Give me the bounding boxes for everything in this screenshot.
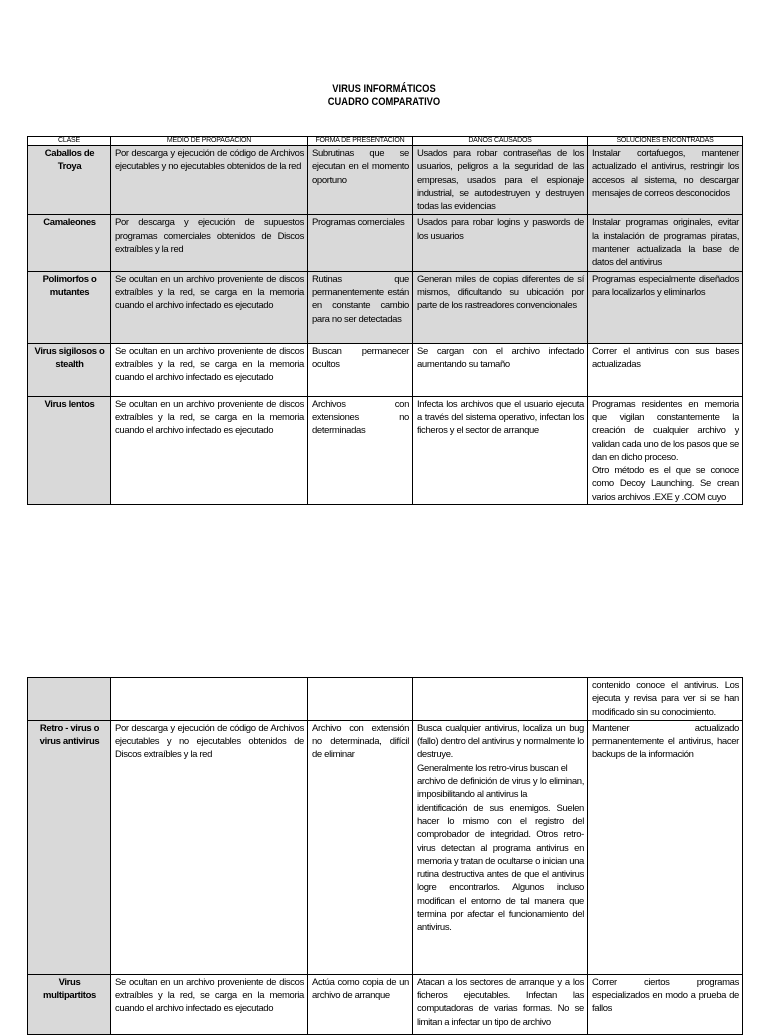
cell-medio: Por descarga y ejecución de código de Archivos ejecutables y no ejecutables obtenidos de Discos extraíbles y la red [111, 720, 308, 974]
cell-soluciones: Correr ciertos programas especializados en modo a prueba de fallos [588, 974, 743, 1034]
document-subtitle: CUADRO COMPARATIVO [327, 96, 441, 108]
danos-part-4: identificación de sus enemigos. Suelen hacer lo mismo con el registro del comprobador de integridad. Otros retro-virus detectan al programa antivirus en memoria y tratan de ocultarse o inician una rutina destructiva antes de que el antivirus logre encontrarlos. Algunos incluso modifican el entorno de tal manera que termina por afectar el funcionamiento del antivirus. [417, 802, 584, 934]
danos-part-2: Generalmente los retro-virus buscan el [417, 762, 568, 774]
cell-forma: Archivos con extensiones no determinadas [308, 396, 413, 504]
table-row [28, 343, 743, 396]
cell-clase: Caballos de Troya [28, 146, 111, 215]
cell-soluciones: contenido conoce el antivirus. Los ejecuta y revisa para ver si se han modificado sin su conocimiento. [588, 678, 743, 721]
cell-danos-empty [413, 678, 588, 721]
header-soluciones: SOLUCIONES ENCONTRADAS [588, 137, 743, 146]
header-medio: MEDIO DE PROPAGACIÓN [111, 137, 308, 146]
cell-danos [413, 720, 588, 974]
cell-clase: Camaleones [28, 215, 111, 271]
cell-forma: Archivo con extensión no determinada, difícil de eliminar [308, 720, 413, 974]
cell-soluciones: Instalar programas originales, evitar la instalación de programas piratas, mantener actualizada la base de datos del antivirus [588, 215, 743, 271]
cell-medio: Por descarga y ejecución de supuestos programas comerciales obtenidos de Discos extraíbles y la red [111, 215, 308, 271]
soluciones-part-1: Programas residentes en memoria que vigilan constantemente la creación de cualquier archivo y validan cada uno de los pasos que se dan en dicho proceso. [592, 398, 739, 463]
cell-forma: Actúa como copia de un archivo de arranque [308, 974, 413, 1034]
cell-danos: Usados para robar logins y paswords de los usuarios [413, 215, 588, 271]
table-row [28, 146, 743, 215]
cell-soluciones: Correr el antivirus con sus bases actualizadas [588, 343, 743, 396]
cell-forma-empty [308, 678, 413, 721]
header-forma: FORMA DE PRESENTACIÓN [308, 137, 413, 146]
table-row [28, 396, 743, 504]
cell-medio: Por descarga y ejecución de código de Archivos ejecutables y no ejecutables obtenidos de la red [111, 146, 308, 215]
cell-danos: Atacan a los sectores de arranque y a los ficheros ejecutables. Infectan las computadoras de varias formas. No se limitan a infectar un tipo de archivo [413, 974, 588, 1034]
danos-part-1: Busca cualquier antivirus, localiza un bug (fallo) dentro del antivirus y normalmente lo destruye. [417, 722, 584, 761]
cell-clase: Virus sigilosos o stealth [28, 343, 111, 396]
table-row [28, 974, 743, 1034]
soluciones-part-2: Otro método es el que se conoce como Decoy Launching. Se crean varios archivos .EXE y .COM cuyo [592, 465, 739, 502]
cell-medio: Se ocultan en un archivo proveniente de discos extraíbles y la red, se carga en la memoria cuando el archivo infectado es ejecutado [111, 343, 308, 396]
cell-forma: Subrutinas que se ejecutan en el momento oportuno [308, 146, 413, 215]
cell-clase: Polimorfos o mutantes [28, 271, 111, 343]
cell-danos: Se cargan con el archivo infectado aumentando su tamaño [413, 343, 588, 396]
cell-medio: Se ocultan en un archivo proveniente de discos extraíbles y la red, se carga en la memoria cuando el archivo infectado es ejecutado [111, 271, 308, 343]
table-row [28, 271, 743, 343]
cell-soluciones [588, 396, 743, 504]
cell-medio-empty [111, 678, 308, 721]
table-row-continuation [28, 678, 743, 721]
cell-clase: Retro - virus o virus antivirus [28, 720, 111, 974]
cell-medio: Se ocultan en un archivo proveniente de discos extraíbles y la red, se carga en la memoria cuando el archivo infectado es ejecutado [111, 396, 308, 504]
cell-forma: Programas comerciales [308, 215, 413, 271]
header-danos: DAÑOS CAUSADOS [413, 137, 588, 146]
danos-part-3: archivo de definición de virus y lo eliminan, imposibilitando al antivirus la [417, 776, 584, 801]
cell-clase-empty [28, 678, 111, 721]
header-clase: CLASE [28, 137, 111, 146]
comparison-table-page-2 [27, 677, 743, 1035]
cell-danos: Usados para robar contraseñas de los usuarios, peligros a la seguridad de las empresas, usados para el espionaje industrial, se autodestruyen y destruyen todas las evidencias [413, 146, 588, 215]
cell-soluciones: Mantener actualizado permanentemente el antivirus, hacer backups de la información [588, 720, 743, 974]
table-row [28, 215, 743, 271]
cell-danos: Infecta los archivos que el usuario ejecuta a través del sistema operativo, infectan los ficheros y el sector de arranque [413, 396, 588, 504]
cell-clase: Virus multipartitos [28, 974, 111, 1034]
table-header-row [28, 137, 743, 146]
cell-medio: Se ocultan en un archivo proveniente de discos extraíbles y la red, se carga en la memoria cuando el archivo infectado es ejecutado [111, 974, 308, 1034]
soluciones-wrap [592, 398, 739, 502]
cell-danos: Generan miles de copias diferentes de sí mismos, dificultando su ubicación por parte de los rastreadores convencionales [413, 271, 588, 343]
cell-soluciones: Programas especialmente diseñados para localizarlos y eliminarlos [588, 271, 743, 343]
comparison-table-page-1 [27, 136, 743, 505]
cell-forma: Rutinas que permanentemente están en constante cambio para no ser detectadas [308, 271, 413, 343]
document-title: VIRUS INFORMÁTICOS [332, 83, 436, 95]
cell-forma: Buscan permanecer ocultos [308, 343, 413, 396]
cell-clase: Virus lentos [28, 396, 111, 504]
table-row [28, 720, 743, 974]
cell-soluciones: Instalar cortafuegos, mantener actualizado el antivirus, restringir los accesos al sistema, no descargar mensajes de correos desconocidos [588, 146, 743, 215]
